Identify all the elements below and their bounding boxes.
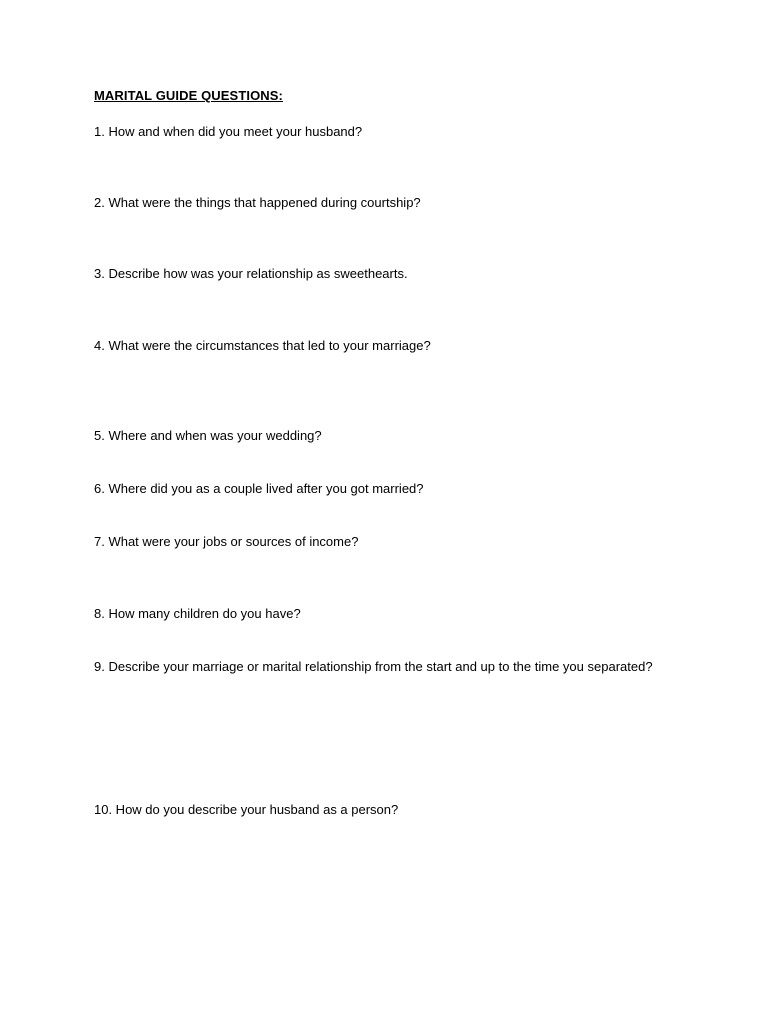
question-3: 3. Describe how was your relationship as sweethearts. [94, 266, 408, 281]
question-6: 6. Where did you as a couple lived after you got married? [94, 481, 424, 496]
question-4: 4. What were the circumstances that led to your marriage? [94, 338, 431, 353]
question-8: 8. How many children do you have? [94, 606, 301, 621]
question-7: 7. What were your jobs or sources of income? [94, 534, 359, 549]
question-5: 5. Where and when was your wedding? [94, 428, 322, 443]
question-1: 1. How and when did you meet your husband? [94, 124, 363, 139]
question-2: 2. What were the things that happened during courtship? [94, 195, 421, 210]
question-9: 9. Describe your marriage or marital relationship from the start and up to the time you separated? [94, 659, 653, 674]
page-title: MARITAL GUIDE QUESTIONS: [94, 88, 283, 103]
question-10: 10. How do you describe your husband as a person? [94, 802, 399, 817]
